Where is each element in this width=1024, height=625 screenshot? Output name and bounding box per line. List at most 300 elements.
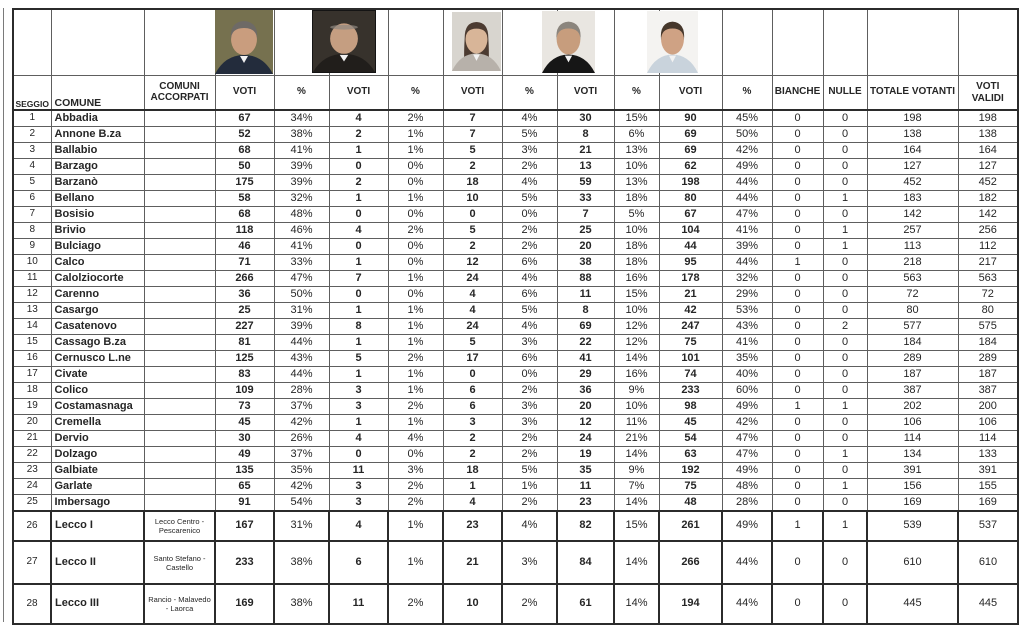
pct-cell: 28% [722,495,772,512]
voti-cell: 11 [329,584,388,624]
pct-cell: 15% [614,287,659,303]
seggio-cell: 19 [13,399,51,415]
voti-cell: 75 [659,335,722,351]
pct-cell: 1% [388,303,443,319]
voti-cell: 30 [557,110,614,127]
pct-cell: 29% [722,287,772,303]
voti-cell: 12 [443,255,502,271]
comune-cell: Civate [51,367,144,383]
pct-cell: 41% [722,223,772,239]
nulle-cell: 0 [823,287,867,303]
voti-cell: 1 [329,335,388,351]
voti-validi-cell: 387 [958,383,1018,399]
comune-cell: Garlate [51,479,144,495]
accorpati-cell: Santo Stefano - Castello [144,541,215,584]
voti-cell: 1 [329,143,388,159]
nulle-cell: 0 [823,463,867,479]
accorpati-cell [144,463,215,479]
voti-cell: 52 [215,127,274,143]
voti-validi-cell: 537 [958,511,1018,541]
pct-cell: 10% [614,303,659,319]
pct-cell: 31% [274,511,329,541]
pct-cell: 28% [274,383,329,399]
voti-cell: 20 [557,399,614,415]
pct-cell: 12% [614,319,659,335]
accorpati-cell [144,207,215,223]
voti-cell: 7 [557,207,614,223]
pct-cell: 44% [722,541,772,584]
nulle-cell: 0 [823,143,867,159]
pct-cell: 32% [274,191,329,207]
seggio-cell: 25 [13,495,51,512]
voti-cell: 48 [659,495,722,512]
pct-cell: 14% [614,351,659,367]
voti-cell: 63 [659,447,722,463]
pct-header: % [388,76,443,111]
bianche-cell: 0 [772,143,823,159]
empty-cell [144,9,215,76]
voti-cell: 36 [557,383,614,399]
pct-cell: 39% [274,159,329,175]
pct-cell: 32% [722,271,772,287]
pct-cell: 37% [274,399,329,415]
seggio-cell: 8 [13,223,51,239]
pct-header: % [502,76,557,111]
voti-validi-cell: 289 [958,351,1018,367]
totale-votanti-cell: 183 [867,191,958,207]
pct-cell: 14% [614,495,659,512]
voti-cell: 3 [329,479,388,495]
table-row [13,495,1018,512]
bianche-cell: 0 [772,175,823,191]
voti-cell: 5 [443,143,502,159]
pct-cell: 1% [388,271,443,287]
voti-cell: 41 [557,351,614,367]
pct-cell: 2% [388,351,443,367]
pct-cell: 60% [722,383,772,399]
voti-validi-cell: 138 [958,127,1018,143]
voti-cell: 8 [329,319,388,335]
pct-cell: 35% [722,351,772,367]
voti-cell: 104 [659,223,722,239]
voti-cell: 69 [659,143,722,159]
voti-cell: 10 [443,191,502,207]
voti-cell: 25 [557,223,614,239]
totale-votanti-cell: 184 [867,335,958,351]
voti-cell: 2 [443,159,502,175]
seggio-cell: 12 [13,287,51,303]
nulle-cell: 0 [823,541,867,584]
pct-cell: 0% [388,207,443,223]
totale-votanti-cell: 257 [867,223,958,239]
voti-header: VOTI [443,76,502,111]
voti-cell: 175 [215,175,274,191]
pct-cell: 2% [502,495,557,512]
seggio-cell: 20 [13,415,51,431]
comune-cell: Dervio [51,431,144,447]
voti-cell: 261 [659,511,722,541]
empty-cell [388,9,443,76]
accorpati-cell [144,175,215,191]
seggio-cell: 27 [13,541,51,584]
accorpati-cell [144,319,215,335]
voti-cell: 4 [329,511,388,541]
pct-cell: 13% [614,175,659,191]
results-table [12,8,1019,625]
pct-cell: 4% [502,110,557,127]
voti-validi-cell: 184 [958,335,1018,351]
seggio-cell: 16 [13,351,51,367]
totale-votanti-cell: 563 [867,271,958,287]
pct-cell: 2% [388,399,443,415]
bianche-cell: 0 [772,351,823,367]
voti-cell: 2 [443,431,502,447]
seggio-cell: 14 [13,319,51,335]
comune-cell: Annone B.za [51,127,144,143]
pct-cell: 0% [388,255,443,271]
voti-cell: 75 [659,479,722,495]
seggio-cell: 2 [13,127,51,143]
pct-cell: 4% [502,511,557,541]
voti-validi-cell: 563 [958,271,1018,287]
pct-cell: 0% [388,287,443,303]
voti-cell: 45 [215,415,274,431]
pct-cell: 39% [274,175,329,191]
table-row [13,479,1018,495]
voti-cell: 198 [659,175,722,191]
table-row [13,143,1018,159]
voti-cell: 62 [659,159,722,175]
pct-cell: 12% [614,335,659,351]
empty-cell [867,9,958,76]
comune-cell: Colico [51,383,144,399]
voti-cell: 8 [557,127,614,143]
table-row [13,335,1018,351]
voti-cell: 0 [443,207,502,223]
pct-cell: 42% [722,143,772,159]
voti-cell: 118 [215,223,274,239]
pct-cell: 6% [502,287,557,303]
voti-cell: 73 [215,399,274,415]
accorpati-cell [144,415,215,431]
pct-cell: 14% [614,541,659,584]
voti-cell: 167 [215,511,274,541]
bianche-cell: 0 [772,367,823,383]
nulle-cell: 0 [823,303,867,319]
table-row [13,271,1018,287]
bianche-cell: 0 [772,239,823,255]
voti-validi-cell: 452 [958,175,1018,191]
voti-validi-cell: 198 [958,110,1018,127]
voti-cell: 21 [557,143,614,159]
voti-validi-cell: 127 [958,159,1018,175]
pct-cell: 1% [502,479,557,495]
voti-validi-cell: 142 [958,207,1018,223]
totale-votanti-cell: 452 [867,175,958,191]
pct-cell: 6% [502,351,557,367]
nulle-cell: 1 [823,239,867,255]
voti-validi-cell: 391 [958,463,1018,479]
pct-cell: 26% [274,431,329,447]
voti-header: VOTI [659,76,722,111]
pct-cell: 14% [614,447,659,463]
pct-cell: 44% [274,367,329,383]
voti-cell: 61 [557,584,614,624]
accorpati-cell [144,399,215,415]
table-row [13,584,1018,624]
nulle-cell: 0 [823,255,867,271]
pct-cell: 46% [274,223,329,239]
voti-cell: 6 [329,541,388,584]
seggio-cell: 22 [13,447,51,463]
pct-cell: 1% [388,319,443,335]
comune-cell: Calco [51,255,144,271]
pct-cell: 44% [722,584,772,624]
voti-cell: 69 [659,127,722,143]
seggio-cell: 3 [13,143,51,159]
voti-cell: 21 [659,287,722,303]
nulle-cell: 0 [823,159,867,175]
bianche-cell: 0 [772,159,823,175]
totale-votanti-cell: 187 [867,367,958,383]
seggio-cell: 26 [13,511,51,541]
pct-cell: 39% [274,319,329,335]
pct-cell: 5% [502,191,557,207]
pct-cell: 1% [388,127,443,143]
accorpati-cell [144,159,215,175]
pct-cell: 41% [274,143,329,159]
totale-votanti-cell: 164 [867,143,958,159]
voti-cell: 25 [215,303,274,319]
pct-cell: 10% [614,223,659,239]
voti-cell: 68 [215,143,274,159]
voti-cell: 82 [557,511,614,541]
pct-cell: 2% [502,223,557,239]
pct-cell: 2% [502,447,557,463]
table-row [13,431,1018,447]
comune-cell: Bellano [51,191,144,207]
pct-cell: 21% [614,431,659,447]
accorpati-cell [144,191,215,207]
pct-cell: 33% [274,255,329,271]
seggio-cell: 10 [13,255,51,271]
comuni-accorpati-header: COMUNI ACCORPATI [144,76,215,111]
pct-cell: 13% [614,143,659,159]
comune-cell: Cremella [51,415,144,431]
nulle-cell: 0 [823,431,867,447]
voti-cell: 4 [329,431,388,447]
voti-cell: 192 [659,463,722,479]
accorpati-cell [144,303,215,319]
pct-cell: 4% [502,175,557,191]
pct-cell: 2% [502,383,557,399]
voti-cell: 1 [443,479,502,495]
voti-validi-cell: 217 [958,255,1018,271]
nulle-cell: 0 [823,175,867,191]
comune-cell: Lecco III [51,584,144,624]
empty-cell [823,9,867,76]
bianche-cell: 0 [772,271,823,287]
pct-cell: 42% [722,415,772,431]
voti-cell: 266 [215,271,274,287]
voti-cell: 7 [443,127,502,143]
pct-cell: 18% [614,255,659,271]
nulle-cell: 0 [823,415,867,431]
voti-validi-header: VOTI VALIDI [958,76,1018,111]
voti-cell: 98 [659,399,722,415]
voti-cell: 80 [659,191,722,207]
comune-cell: Barzago [51,159,144,175]
pct-cell: 2% [388,479,443,495]
election-results-table [12,8,1019,625]
accorpati-cell [144,255,215,271]
empty-cell [772,9,823,76]
pct-cell: 1% [388,367,443,383]
voti-validi-cell: 114 [958,431,1018,447]
voti-cell: 11 [557,479,614,495]
totale-votanti-cell: 445 [867,584,958,624]
voti-cell: 0 [443,367,502,383]
bianche-cell: 0 [772,415,823,431]
empty-cell [958,9,1018,76]
pct-cell: 9% [614,383,659,399]
voti-cell: 4 [329,110,388,127]
comune-cell: Bulciago [51,239,144,255]
pct-cell: 16% [614,367,659,383]
seggio-cell: 21 [13,431,51,447]
nulle-cell: 1 [823,479,867,495]
accorpati-cell [144,367,215,383]
totale-votanti-cell: 289 [867,351,958,367]
voti-validi-cell: 169 [958,495,1018,512]
seggio-cell: 23 [13,463,51,479]
table-row [13,511,1018,541]
nulle-cell: 0 [823,367,867,383]
totale-votanti-cell: 539 [867,511,958,541]
seggio-cell: 24 [13,479,51,495]
voti-cell: 3 [329,399,388,415]
pct-cell: 5% [614,207,659,223]
bianche-cell: 0 [772,191,823,207]
voti-validi-cell: 133 [958,447,1018,463]
bianche-cell: 0 [772,479,823,495]
pct-cell: 53% [722,303,772,319]
voti-cell: 18 [443,175,502,191]
accorpati-cell: Rancio - Malavedo - Laorca [144,584,215,624]
voti-cell: 50 [215,159,274,175]
voti-cell: 227 [215,319,274,335]
table-row [13,159,1018,175]
voti-cell: 109 [215,383,274,399]
pct-cell: 2% [502,239,557,255]
pct-cell: 3% [502,143,557,159]
candidate-photo-row [13,9,1018,76]
pct-cell: 0% [388,159,443,175]
pct-cell: 1% [388,541,443,584]
voti-cell: 67 [659,207,722,223]
pct-cell: 39% [722,239,772,255]
voti-cell: 42 [659,303,722,319]
bianche-cell: 0 [772,431,823,447]
pct-cell: 2% [502,159,557,175]
table-row [13,351,1018,367]
voti-cell: 2 [443,239,502,255]
voti-cell: 0 [329,287,388,303]
table-row [13,541,1018,584]
pct-cell: 10% [614,159,659,175]
pct-cell: 4% [502,271,557,287]
seggio-cell: 17 [13,367,51,383]
bianche-cell: 0 [772,383,823,399]
comune-header: COMUNE [51,76,144,111]
pct-cell: 45% [722,110,772,127]
accorpati-cell [144,143,215,159]
voti-cell: 0 [329,159,388,175]
pct-cell: 34% [274,110,329,127]
pct-cell: 44% [274,335,329,351]
pct-cell: 1% [388,143,443,159]
pct-cell: 2% [388,495,443,512]
voti-cell: 46 [215,239,274,255]
pct-cell: 1% [388,191,443,207]
voti-cell: 4 [443,495,502,512]
totale-votanti-cell: 106 [867,415,958,431]
nulle-cell: 1 [823,191,867,207]
pct-cell: 15% [614,110,659,127]
voti-cell: 29 [557,367,614,383]
pct-cell: 5% [502,127,557,143]
table-row [13,463,1018,479]
totale-votanti-cell: 134 [867,447,958,463]
voti-cell: 49 [215,447,274,463]
voti-cell: 81 [215,335,274,351]
seggio-cell: 1 [13,110,51,127]
totale-votanti-cell: 202 [867,399,958,415]
seggio-cell: 13 [13,303,51,319]
pct-cell: 40% [722,367,772,383]
pct-cell: 5% [502,303,557,319]
voti-cell: 5 [443,223,502,239]
voti-cell: 24 [443,271,502,287]
totale-votanti-cell: 114 [867,431,958,447]
table-row [13,415,1018,431]
pct-cell: 2% [502,431,557,447]
comune-cell: Costamasnaga [51,399,144,415]
totale-votanti-cell: 156 [867,479,958,495]
comune-cell: Carenno [51,287,144,303]
totale-votanti-cell: 218 [867,255,958,271]
pct-cell: 44% [722,191,772,207]
comune-cell: Brivio [51,223,144,239]
pct-cell: 3% [388,463,443,479]
voti-cell: 54 [659,431,722,447]
voti-cell: 1 [329,367,388,383]
pct-cell: 6% [502,255,557,271]
voti-cell: 0 [329,447,388,463]
comune-cell: Casargo [51,303,144,319]
voti-cell: 2 [443,447,502,463]
totale-votanti-cell: 198 [867,110,958,127]
voti-validi-cell: 200 [958,399,1018,415]
seggio-cell: 9 [13,239,51,255]
pct-cell: 2% [388,223,443,239]
voti-cell: 30 [215,431,274,447]
pct-cell: 38% [274,541,329,584]
pct-cell: 9% [614,463,659,479]
voti-cell: 178 [659,271,722,287]
voti-cell: 233 [215,541,274,584]
voti-cell: 6 [443,383,502,399]
